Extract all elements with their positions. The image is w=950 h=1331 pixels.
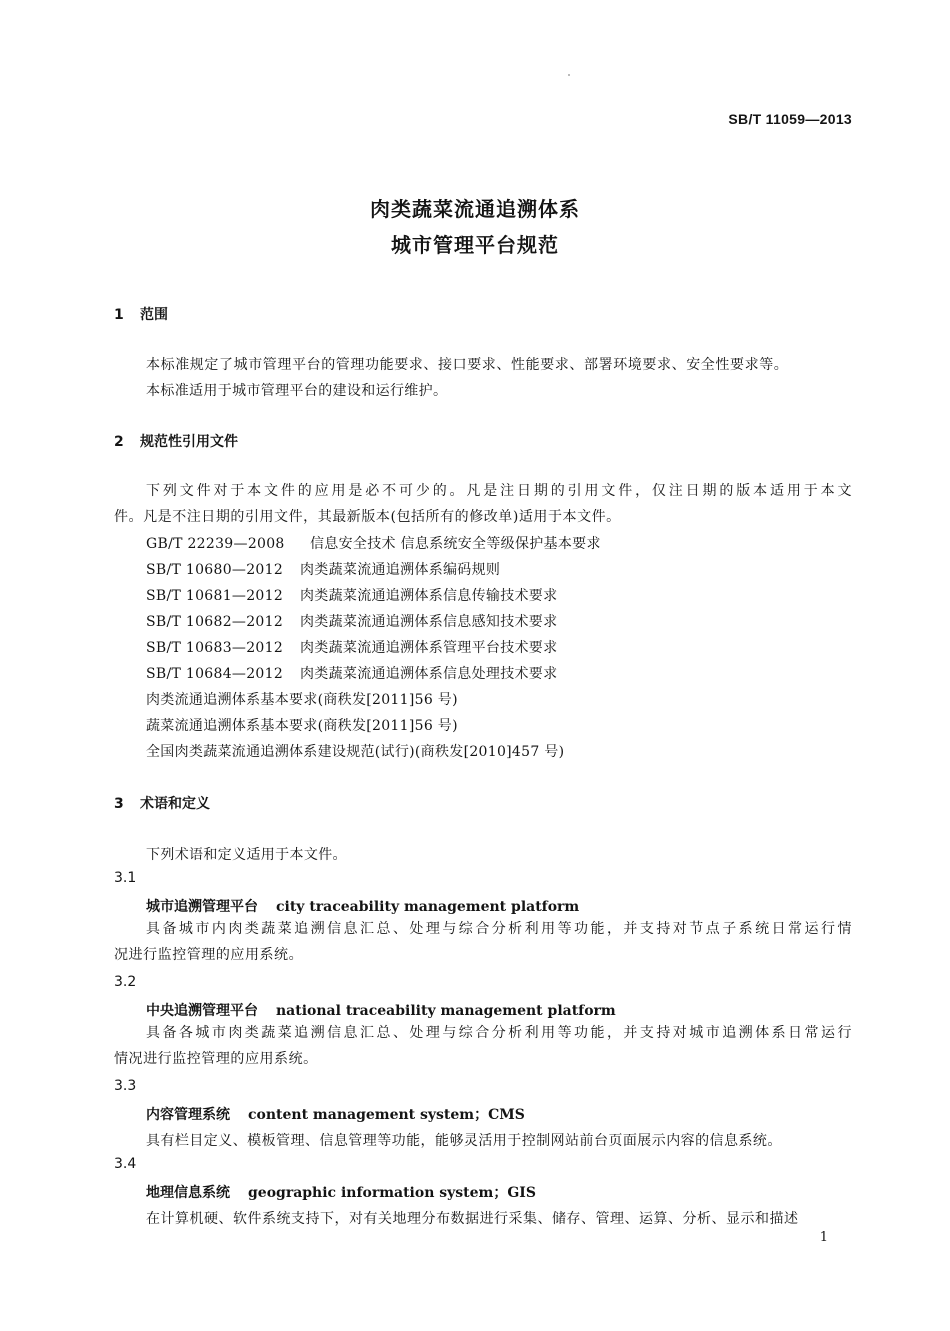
- reference-title: 肉类蔬菜流通追溯体系信息处理技术要求: [300, 666, 558, 682]
- term-zh: 城市追溯管理平台: [146, 899, 258, 915]
- scan-mark: [568, 74, 570, 76]
- reference-title: 肉类蔬菜流通追溯体系信息感知技术要求: [300, 614, 558, 630]
- document-title-line2: 城市管理平台规范: [391, 233, 559, 257]
- term-zh: 地理信息系统: [146, 1185, 230, 1201]
- page-number: 1: [819, 1230, 828, 1245]
- terms-intro: 下列术语和定义适用于本文件。: [146, 847, 347, 863]
- definition-line-1: 具备城市内肉类蔬菜追溯信息汇总、处理与综合分析利用等功能，并支持对节点子系统日常运行情: [146, 921, 852, 937]
- term-heading: [146, 1000, 616, 1020]
- term-zh: 中央追溯管理平台: [146, 1003, 258, 1019]
- scope-paragraph-1: 本标准规定了城市管理平台的管理功能要求、接口要求、性能要求、部署环境要求、安全性要求等。: [146, 357, 789, 373]
- reference-code: SB/T 10683—2012: [146, 640, 284, 656]
- section-title: 规范性引用文件: [140, 434, 238, 450]
- reference-code: SB/T 10681—2012: [146, 588, 284, 604]
- reference-title: 信息安全技术 信息系统安全等级保护基本要求: [310, 536, 601, 552]
- term-heading: [146, 1104, 525, 1124]
- term-heading: [146, 896, 579, 916]
- section-2-heading: [114, 431, 238, 451]
- reference-item: [146, 559, 500, 579]
- clause-number: 3.2: [114, 974, 137, 990]
- reference-item: [146, 637, 557, 657]
- definition-line-1: 具备各城市肉类蔬菜追溯信息汇总、处理与综合分析利用等功能，并支持对城市追溯体系日常运行: [146, 1025, 852, 1041]
- reference-code: SB/T 10680—2012: [146, 562, 284, 578]
- term-definition: 具有栏目定义、模板管理、信息管理等功能，能够灵活用于控制网站前台页面展示内容的信息系统。: [146, 1133, 782, 1149]
- term-zh: 内容管理系统: [146, 1107, 230, 1123]
- term-definition: [114, 916, 852, 968]
- normative-refs-intro: [114, 478, 852, 530]
- section-title: 术语和定义: [140, 796, 210, 812]
- clause-number: 3.3: [114, 1078, 137, 1094]
- definition-line-2: 况进行监控管理的应用系统。: [114, 947, 304, 963]
- section-number: 3: [114, 796, 124, 812]
- intro-line-1: 下列文件对于本文件的应用是必不可少的。凡是注日期的引用文件，仅注日期的版本适用于本文: [146, 483, 852, 499]
- term-en: content management system；CMS: [248, 1107, 525, 1123]
- reference-title: 肉类蔬菜流通追溯体系编码规则: [300, 562, 501, 578]
- term-definition: [114, 1020, 852, 1072]
- reference-code: SB/T 10682—2012: [146, 614, 284, 630]
- reference-title: 肉类蔬菜流通追溯体系管理平台技术要求: [300, 640, 558, 656]
- clause-number: 3.1: [114, 870, 137, 886]
- section-number: 2: [114, 434, 124, 450]
- clause-number: 3.4: [114, 1156, 137, 1172]
- term-en: national traceability management platform: [276, 1003, 616, 1019]
- section-3-heading: [114, 793, 210, 813]
- reference-title: 肉类蔬菜流通追溯体系信息传输技术要求: [300, 588, 558, 604]
- other-reference-item: 蔬菜流通追溯体系基本要求(商秩发[2011]56 号): [146, 718, 458, 734]
- section-title: 范围: [140, 307, 168, 323]
- term-en: geographic information system；GIS: [248, 1185, 536, 1201]
- intro-line-2: 件。凡是不注日期的引用文件，其最新版本(包括所有的修改单)适用于本文件。: [114, 509, 621, 525]
- term-definition: 在计算机硬、软件系统支持下，对有关地理分布数据进行采集、储存、管理、运算、分析、显示和描述: [146, 1211, 799, 1227]
- other-reference-item: 全国肉类蔬菜流通追溯体系建设规范(试行)(商秩发[2010]457 号): [146, 744, 565, 760]
- reference-item: [146, 533, 601, 553]
- reference-item: [146, 585, 557, 605]
- other-reference-item: 肉类流通追溯体系基本要求(商秩发[2011]56 号): [146, 692, 458, 708]
- reference-item: [146, 663, 557, 683]
- section-number: 1: [114, 307, 124, 323]
- reference-code: GB/T 22239—2008: [146, 536, 285, 552]
- reference-item: [146, 611, 557, 631]
- term-heading: [146, 1182, 536, 1202]
- standard-code: SB/T 11059—2013: [728, 111, 852, 127]
- section-1-heading: [114, 304, 168, 324]
- document-title-line1: 肉类蔬菜流通追溯体系: [370, 197, 580, 221]
- scope-paragraph-2: 本标准适用于城市管理平台的建设和运行维护。: [146, 383, 448, 399]
- reference-code: SB/T 10684—2012: [146, 666, 284, 682]
- definition-line-2: 情况进行监控管理的应用系统。: [114, 1051, 318, 1067]
- term-en: city traceability management platform: [276, 899, 580, 915]
